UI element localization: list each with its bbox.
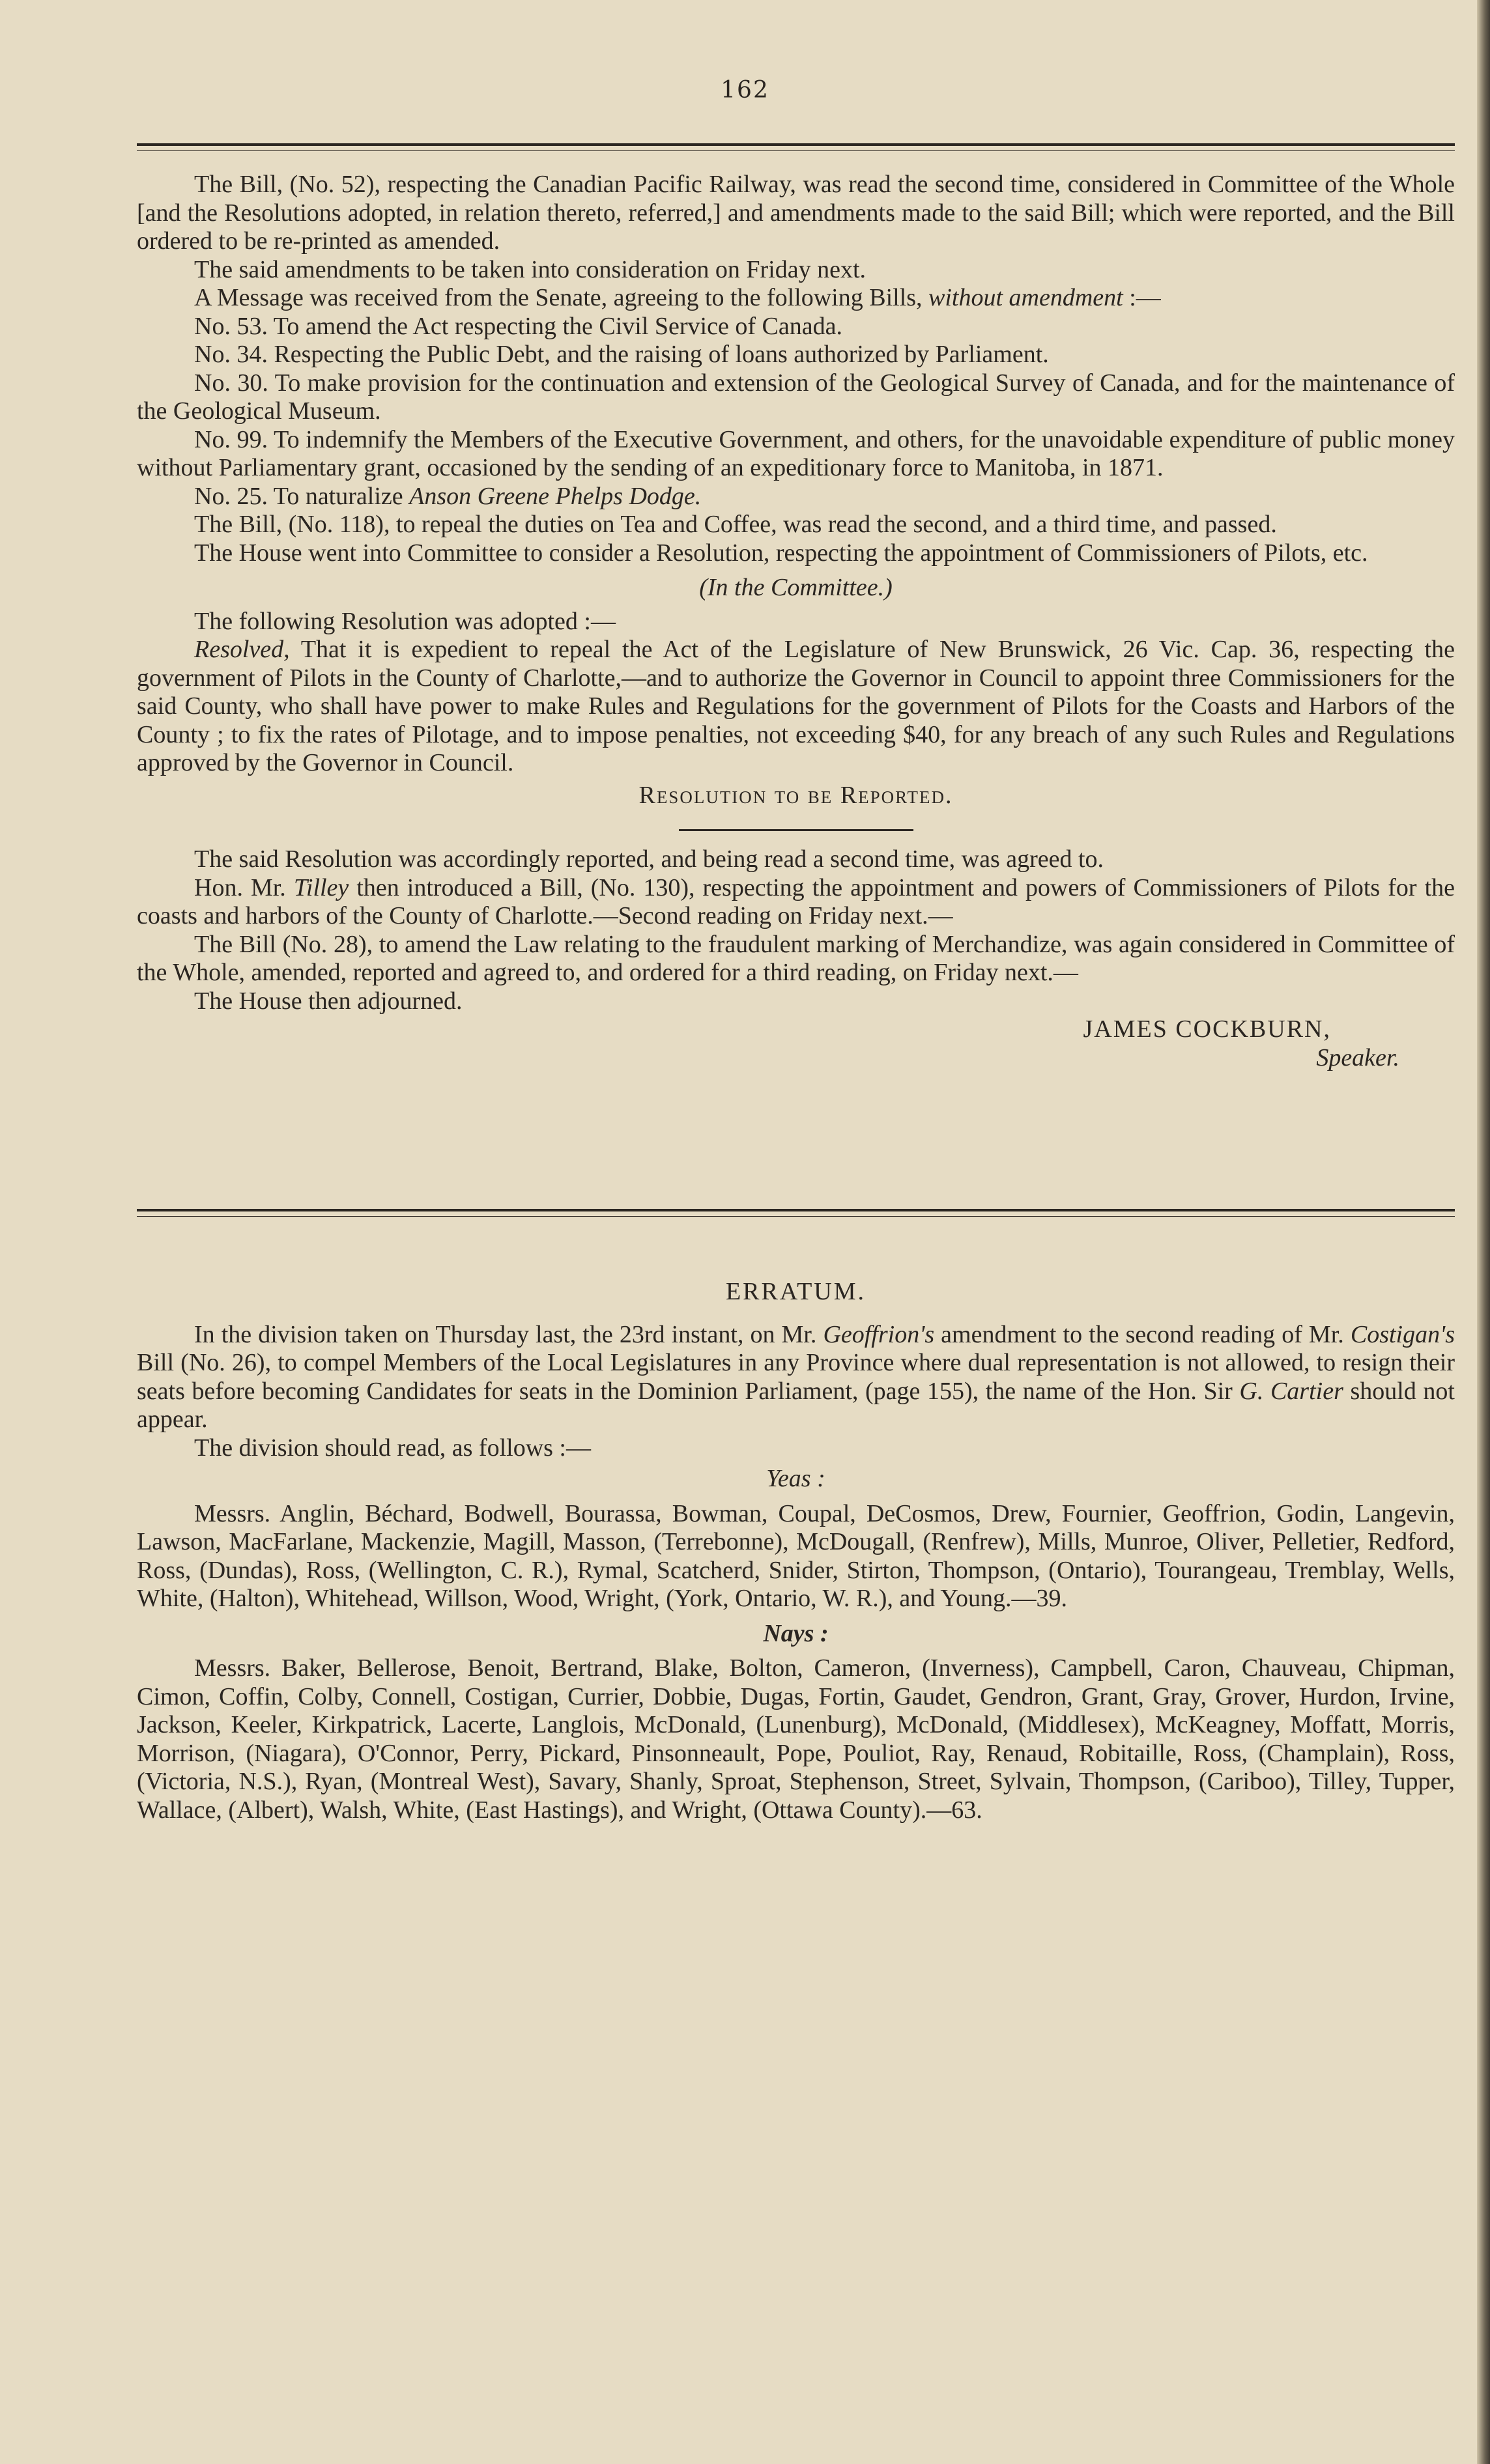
bill-28-paragraph: The Bill (No. 28), to amend the Law relating to the fraudulent marking of Merchandize, was again considered in Committee of the Whole, amended, reported and agreed to, and ordered for a third reading, on Friday next.— [137, 930, 1455, 986]
resolution-agreed-paragraph: The said Resolution was accordingly reported, and being read a second time, was agreed to. [194, 845, 1104, 873]
naturalized-person-name: Anson Greene Phelps Dodge. [409, 482, 702, 510]
bill-item: No. 25. To naturalize Anson Greene Phelps Dodge. [194, 482, 702, 510]
speaker-signature-name: JAMES COCKBURN, [1083, 1015, 1331, 1043]
bill-118-paragraph: The Bill, (No. 118), to repeal the duties on Tea and Coffee, was read the second, and a third time, and passed. [194, 511, 1277, 538]
resolution-adopted-line: The following Resolution was adopted :— [194, 607, 616, 635]
member-name: Tilley [293, 873, 349, 901]
header-double-rule [137, 143, 1455, 151]
bill-item: No. 30. To make provision for the continuation and extension of the Geological Survey of Canada, and for the maintenance of the Geological Museum. [137, 369, 1455, 425]
senate-message-paragraph: A Message was received from the Senate, agreeing to the following Bills, without amendment :— [194, 284, 1161, 311]
tilley-bill-paragraph: Hon. Mr. Tilley then introduced a Bill, (No. 130), respecting the appointment and powers of Commissioners of Pilots for the coasts and harbors of the County of Charlotte.—Second reading on Friday next.— [137, 873, 1455, 929]
book-spine-edge [1477, 0, 1490, 2464]
nays-heading: Nays : [763, 1619, 829, 1647]
erratum-paragraph: In the division taken on Thursday last, the 23rd instant, on Mr. Geoffrion's amendment to the second reading of Mr. Costigan's Bill (No. 26), to compel Members of the Local Legislatures in any Province where dual representation is not allowed, to resign their seats before becoming Candidates for seats in the Dominion Parliament, (page 155), the name of the Hon. Sir G. Cartier should not appear. [137, 1320, 1455, 1433]
committee-paragraph: The House went into Committee to consider a Resolution, respecting the appointment of Commissioners of Pilots, etc. [194, 539, 1368, 567]
section-divider-rule [679, 829, 913, 831]
division-intro-line: The division should read, as follows :— [194, 1434, 591, 1462]
bill-item: No. 99. To indemnify the Members of the Executive Government, and others, for the unavoidable expenditure of public money without Parliamentary grant, occasioned by the sending of an expeditionary force to Manitoba, in 1871. [137, 425, 1455, 481]
amendments-paragraph: The said amendments to be taken into consideration on Friday next. [194, 255, 867, 283]
yeas-heading: Yeas : [766, 1465, 825, 1492]
journal-entries-section [137, 171, 1455, 1072]
resolution-reported-heading: Resolution to be Reported. [638, 781, 953, 809]
page-number: 162 [721, 77, 769, 104]
speaker-signature-title: Speaker. [1316, 1043, 1399, 1071]
nays-list: Messrs. Baker, Bellerose, Benoit, Bertrand, Blake, Bolton, Cameron, (Inverness), Campbell, Caron, Chauveau, Chipman, Cimon, Coffin, Colby, Connell, Costigan, Currier, Dobbie, Dugas, Fortin, Gaudet, Gendron, Grant, Gray, Grover, Hurdon, Irvine, Jackson, Keeler, Kirkpatrick, Lacerte, Langlois, McDonald, (Lunenburg), McDonald, (Middlesex), McKeagney, Moffatt, Morris, Morrison, (Niagara), O'Connor, Perry, Pickard, Pinsonneault, Pope, Pouliot, Ray, Renaud, Robitaille, Ross, (Champlain), Ross, (Victoria, N.S.), Ryan, (Montreal West), Savary, Shanly, Sproat, Stephenson, Street, Sylvain, Thompson, (Cariboo), Tilley, Tupper, Wallace, (Albert), Walsh, White, (East Hastings), and Wright, (Ottawa County).—63. [137, 1654, 1455, 1824]
erratum-heading: ERRATUM. [725, 1278, 867, 1305]
erratum-section [137, 1278, 1455, 1824]
bill-item: No. 53. To amend the Act respecting the Civil Service of Canada. [194, 312, 842, 340]
erratum-double-rule [137, 1209, 1455, 1217]
resolution-paragraph: Resolved, That it is expedient to repeal the Act of the Legislature of New Brunswick, 26 Vic. Cap. 36, respecting the government of Pilots in the County of Charlotte,—and to authorize the Governor in Council to appoint three Commissioners for the said County, who shall have power to make Rules and Regulations for the government of Pilots for the Coasts and Harbors of the County ; to fix the rates of Pilotage, and to impose penalties, not exceeding $40, for any breach of any such Rules and Regulations approved by the Governor in Council. [137, 636, 1455, 776]
without-amendment-text: without amendment [928, 284, 1123, 311]
yeas-list: Messrs. Anglin, Béchard, Bodwell, Bourassa, Bowman, Coupal, DeCosmos, Drew, Fournier, Geoffrion, Godin, Langevin, Lawson, MacFarlane, Mackenzie, Magill, Masson, (Terrebonne), McDougall, (Renfrew), Mills, Munroe, Oliver, Pelletier, Redford, Ross, (Dundas), Ross, (Wellington, C. R.), Rymal, Scatcherd, Snider, Stirton, Thompson, (Ontario), Tourangeau, Tremblay, Wells, White, (Halton), Whitehead, Willson, Wood, Wright, (York, Ontario, W. R.), and Young.—39. [137, 1499, 1455, 1612]
bill-item: No. 34. Respecting the Public Debt, and the raising of loans authorized by Parliament. [194, 341, 1049, 368]
resolved-label: Resolved, [194, 636, 290, 663]
adjourned-line: The House then adjourned. [194, 987, 463, 1015]
committee-heading: (In the Committee.) [699, 574, 893, 601]
bill-52-paragraph: The Bill, (No. 52), respecting the Canadian Pacific Railway, was read the second time, considered in Committee of the Whole [and the Resolutions adopted, in relation thereto, referred,] and amendments made to the said Bill; which were reported, and the Bill ordered to be re-printed as amended. [137, 171, 1455, 255]
